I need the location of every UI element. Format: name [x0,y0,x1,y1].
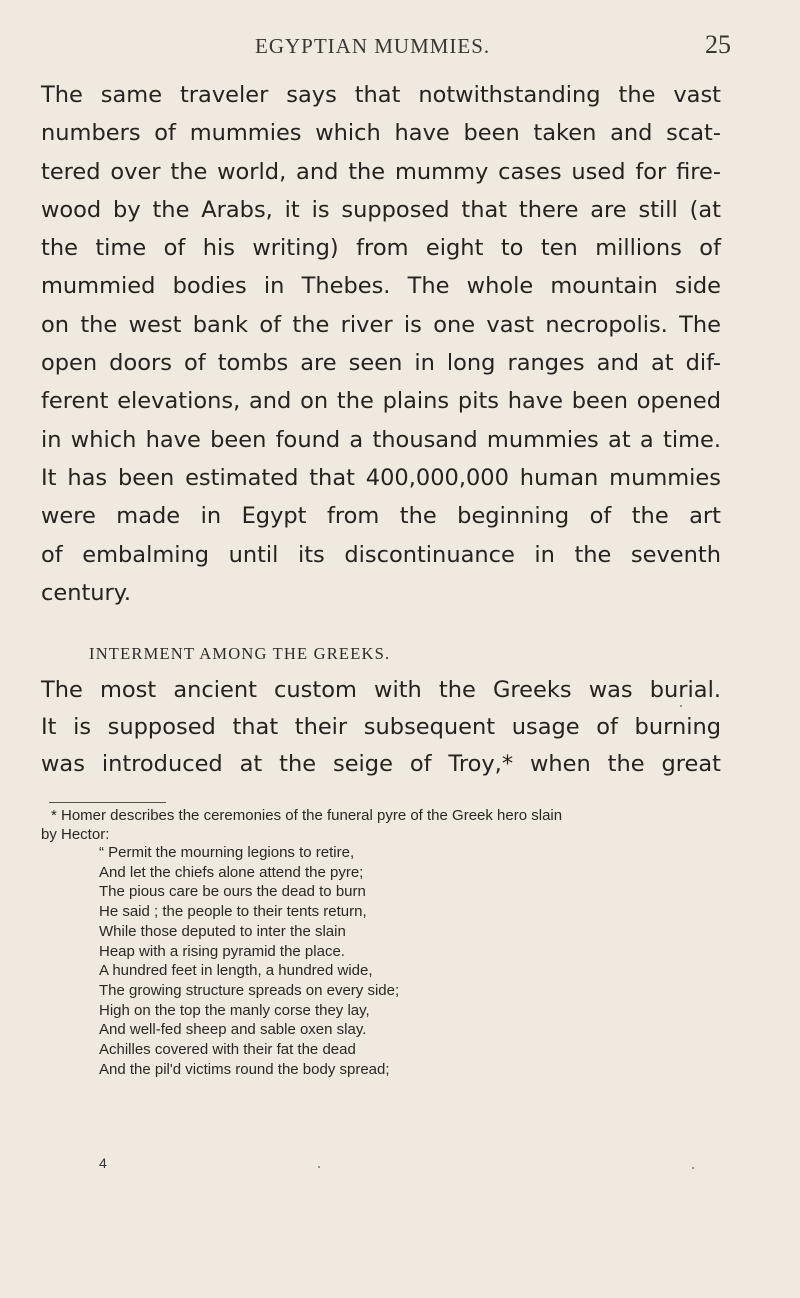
verse-line: High on the top the manly corse they lay, [99,1001,370,1019]
text-line: tered over the world, and the mummy cases used for fire- [41,158,721,185]
speck [318,1166,320,1168]
text-line: open doors of tombs are seen in long ranges and at dif- [41,350,721,377]
running-head [0,30,800,64]
text-line: in which have been found a thousand mummies at a time. [41,426,721,453]
running-title: EGYPTIAN MUMMIES. [255,34,491,58]
section-heading: INTERMENT AMONG THE GREEKS. [89,644,391,663]
text-line: It has been estimated that 400,000,000 human mummies [41,464,721,491]
verse-line: Heap with a rising pyramid the place. [99,942,345,960]
speck [692,1167,694,1169]
verse-line: “ Permit the mourning legions to retire, [99,844,355,861]
verse-line: A hundred feet in length, a hundred wide, [99,962,373,980]
text-line: numbers of mummies which have been taken and scat- [41,120,721,147]
verse-line: He said ; the people to their tents return, [99,903,367,921]
text-line: ferent elevations, and on the plains pits have been opened [41,388,721,415]
text-line: the time of his writing) from eight to ten millions of [41,235,721,262]
text-line: mummied bodies in Thebes. The whole mountain side [41,273,721,300]
signature-mark: 4 [99,1155,107,1171]
text-line: century. [41,579,132,606]
text-line: It is supposed that their subsequent usage of burning [41,714,721,740]
speck [680,705,682,707]
page-number: 25 [705,30,731,59]
paragraph-1 [41,76,721,612]
verse-line: While those deputed to inter the slain [99,922,346,940]
text-line: The same traveler says that notwithstanding the vast [41,82,721,108]
verse-line: And well-fed sheep and sable oxen slay. [99,1021,367,1039]
text-line: of embalming until its discontinuance in the seventh [41,541,721,568]
verse-line: The growing structure spreads on every side; [99,981,400,999]
verse-line: And the pil'd victims round the body spread; [99,1060,390,1078]
text-line: were made in Egypt from the beginning of the art [41,503,721,530]
text-line: on the west bank of the river is one vast necropolis. The [41,311,721,338]
footnote-intro: * Homer describes the ceremonies of the funeral pyre of the Greek hero slain [51,807,563,824]
footnote [41,806,701,844]
text-line: The most ancient custom with the Greeks was burial. [41,677,721,703]
footnote-intro-continued: by Hector: [41,826,110,843]
footnote-rule [49,802,166,803]
text-line: wood by the Arabs, it is supposed that there are still (at [41,196,721,223]
verse-line: Achilles covered with their fat the dead [99,1041,356,1059]
paragraph-2 [41,672,721,783]
verse-line: The pious care be ours the dead to burn [99,883,366,901]
text-line: was introduced at the seige of Troy,* when the great [41,751,721,777]
verse-line: And let the chiefs alone attend the pyre; [99,863,364,881]
footnote-verse [99,843,399,1079]
